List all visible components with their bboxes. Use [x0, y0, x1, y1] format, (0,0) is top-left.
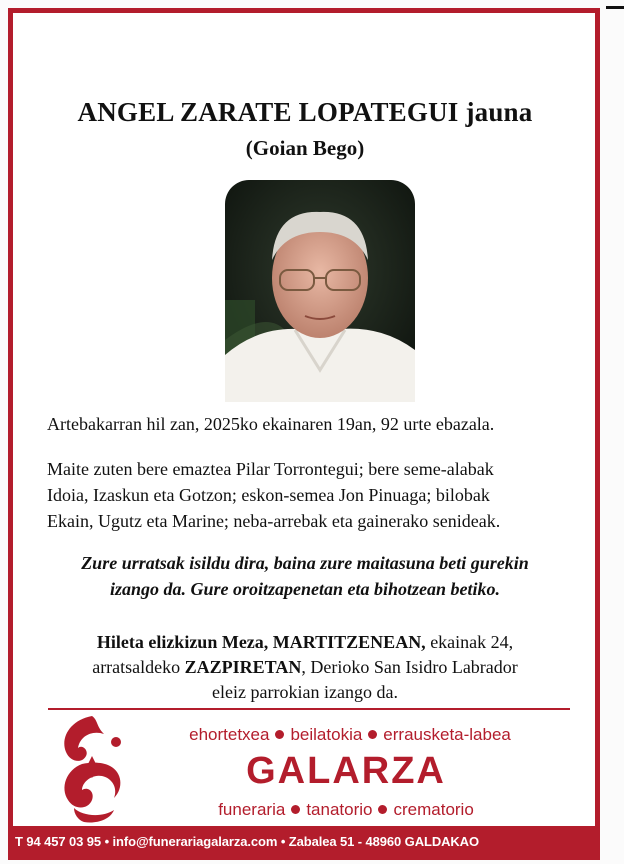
service-line-1-rest: ekainak 24, [425, 632, 514, 652]
quote-line: izango da. Gure oroitzapenetan eta bihotzean betiko. [109, 579, 501, 599]
service-line-2-a: arratsaldeko [92, 657, 185, 677]
deceased-name: ANGEL ZARATE LOPATEGUI jauna [77, 97, 533, 127]
scan-mark [606, 6, 624, 9]
service-line-2 [0, 655, 610, 680]
tagline-item: beilatokia [290, 725, 363, 744]
footer-divider [48, 708, 570, 710]
family-line: Idoia, Izaskun eta Gotzon; eskon-semea Jon Pinuaga; bilobak [47, 485, 490, 505]
family-text [47, 456, 587, 534]
tagline-item: crematorio [393, 800, 474, 819]
quote-line: Zure urratsak isildu dira, baina zure maitasuna beti gurekin [81, 553, 529, 573]
deceased-nickname: (Goian Bego) [245, 136, 365, 160]
service-line-2-c: , Derioko San Isidro Labrador [301, 657, 518, 677]
tagline-item: tanatorio [306, 800, 373, 819]
galarza-logo-icon [52, 712, 132, 826]
bullet-icon [368, 730, 377, 739]
family-line: Maite zuten bere emaztea Pilar Torrontegui; bere seme-alabak [47, 459, 494, 479]
family-line: Ekain, Ugutz eta Marine; neba-arrebak eta gainerako senideak. [47, 511, 501, 531]
service-line-1 [0, 630, 610, 655]
tagline-item: errausketa-labea [383, 725, 511, 744]
service-line-3: eleiz parrokian izango da. [212, 682, 398, 702]
service-line-2-bold: ZAZPIRETAN [184, 657, 302, 677]
services-tagline-spanish [140, 800, 552, 820]
death-notice: Artebakarran hil zan, 2025ko ekainaren 19an, 92 urte ebazala. [47, 414, 495, 434]
tagline-item: ehortetxea [189, 725, 270, 744]
service-line-1-bold: Hileta elizkizun Meza, MARTITZENEAN, [96, 632, 426, 652]
services-tagline-basque [140, 725, 560, 745]
bullet-icon [378, 805, 387, 814]
brand-name: GALARZA [246, 750, 446, 792]
bullet-icon [291, 805, 300, 814]
service-details [0, 630, 610, 705]
tagline-item: funeraria [218, 800, 286, 819]
memorial-quote [0, 550, 610, 602]
contact-info: T 94 457 03 95 • info@funerariagalarza.com • Zabalea 51 - 48960 GALDAKAO [15, 834, 479, 849]
bullet-icon [275, 730, 284, 739]
portrait-photo [225, 180, 415, 402]
